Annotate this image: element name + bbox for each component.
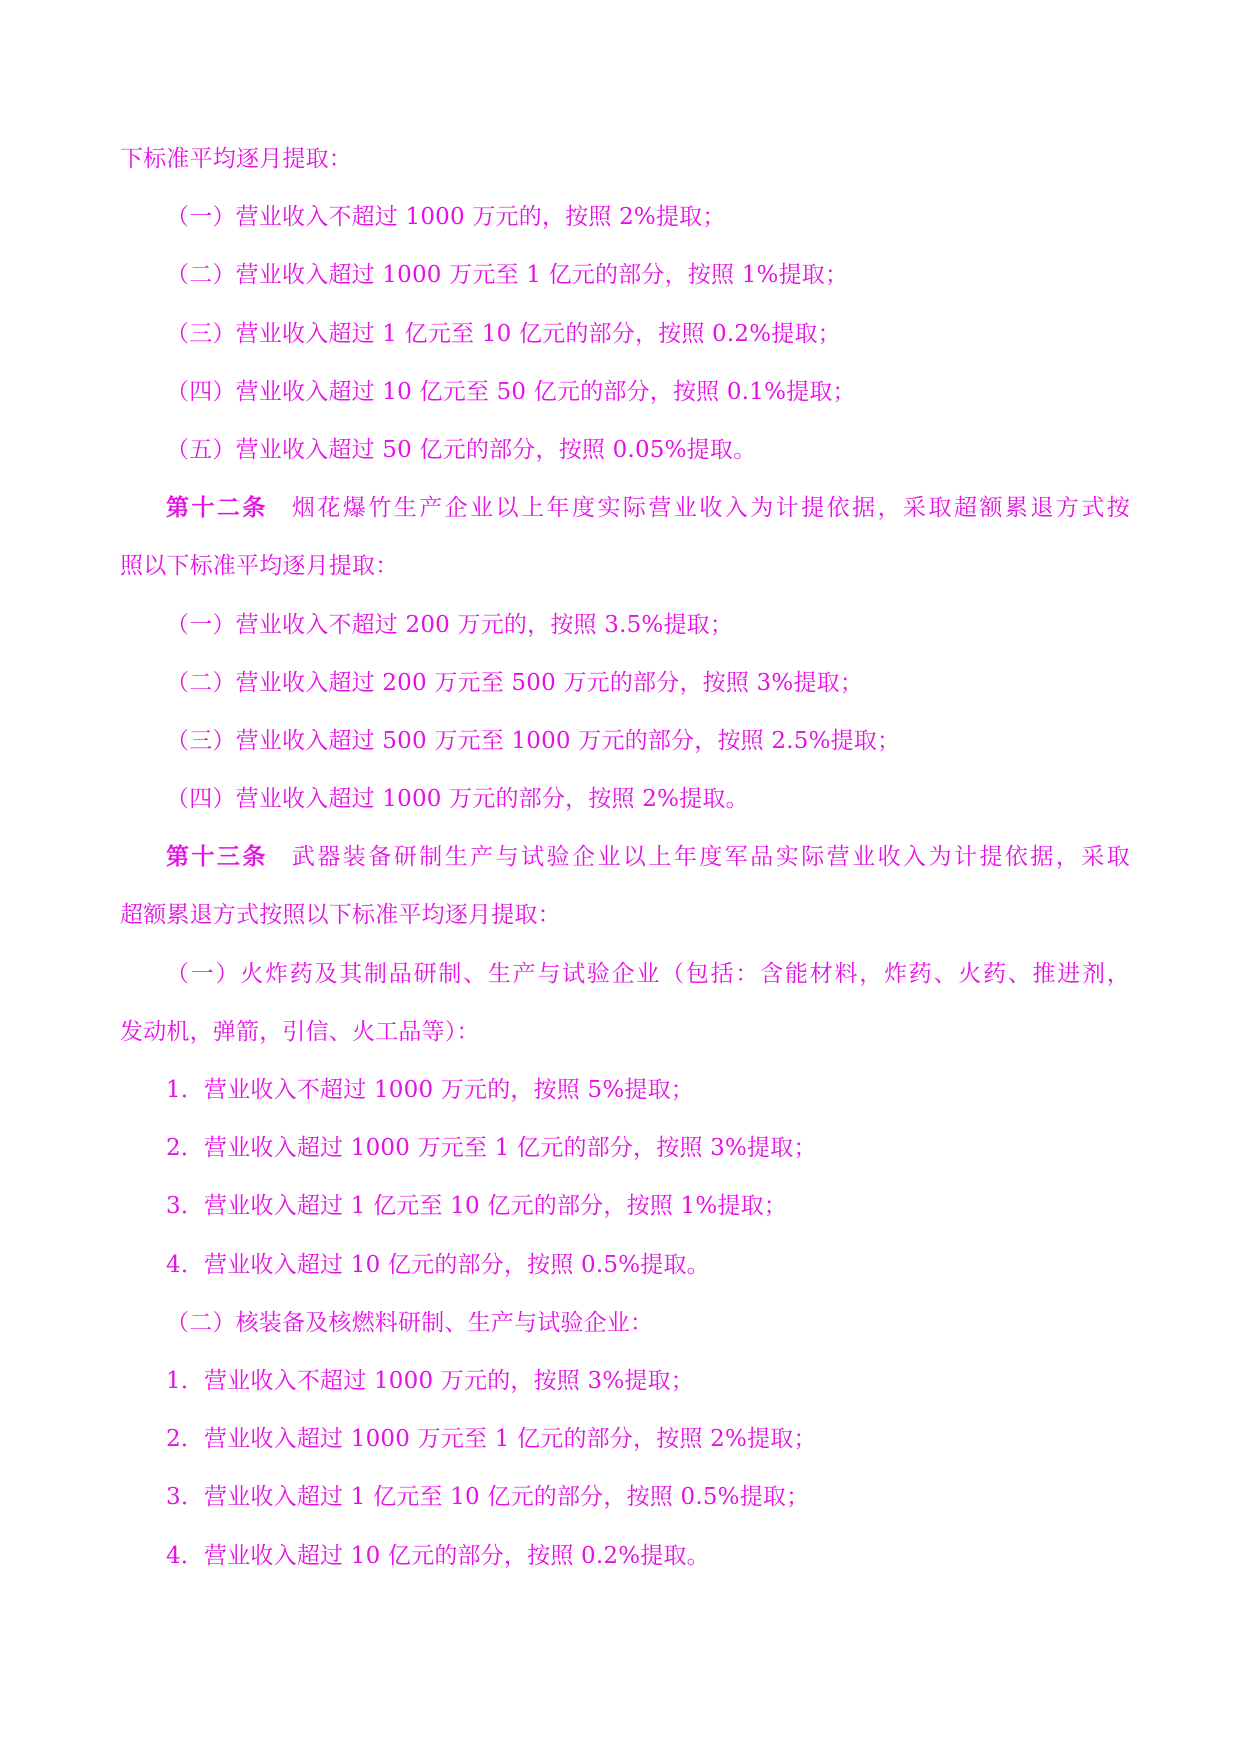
article-13-paragraph (120, 828, 1130, 886)
document-page (120, 130, 1130, 1585)
article-12-text: 烟花爆竹生产企业以上年度实际营业收入为计提依据，采取超额累退方式按 (291, 495, 1130, 522)
list-item: 4．营业收入超过 10 亿元的部分，按照 0.2%提取。 (166, 1542, 710, 1569)
list-item: 3．营业收入超过 1 亿元至 10 亿元的部分，按照 0.5%提取； (166, 1484, 810, 1511)
list-item: （一）火炸药及其制品研制、生产与试验企业（包括：含能材料，炸药、火药、推进剂， (166, 960, 1130, 987)
list-item: （四）营业收入超过 10 亿元至 50 亿元的部分，按照 0.1%提取； (166, 378, 856, 405)
paragraph-line: 发动机，弹箭，引信、火工品等）： (120, 1018, 480, 1045)
list-item: （四）营业收入超过 1000 万元的部分，按照 2%提取。 (166, 786, 749, 813)
paragraph-line: 超额累退方式按照以下标准平均逐月提取： (120, 902, 561, 929)
article-13-text: 武器装备研制生产与试验企业以上年度军品实际营业收入为计提依据，采取 (291, 844, 1130, 871)
list-item: （一）营业收入不超过 200 万元的，按照 3.5%提取； (166, 611, 734, 638)
article-13-heading: 第十三条 (166, 843, 268, 871)
list-item: （三）营业收入超过 500 万元至 1000 万元的部分，按照 2.5%提取； (166, 727, 901, 754)
article-12-heading: 第十二条 (166, 494, 268, 522)
list-item: 1．营业收入不超过 1000 万元的，按照 3%提取； (166, 1367, 694, 1394)
list-item: （二）核装备及核燃料研制、生产与试验企业： (166, 1309, 654, 1336)
list-item: 1．营业收入不超过 1000 万元的，按照 5%提取； (166, 1077, 694, 1103)
paragraph-line: 照以下标准平均逐月提取： (120, 553, 399, 580)
list-item: （二）营业收入超过 200 万元至 500 万元的部分，按照 3%提取； (166, 669, 864, 696)
list-item: 3．营业收入超过 1 亿元至 10 亿元的部分，按照 1%提取； (166, 1193, 787, 1220)
list-item: （二）营业收入超过 1000 万元至 1 亿元的部分，按照 1%提取； (166, 262, 849, 289)
list-item: （五）营业收入超过 50 亿元的部分，按照 0.05%提取。 (166, 436, 757, 463)
list-item: 4．营业收入超过 10 亿元的部分，按照 0.5%提取。 (166, 1251, 710, 1278)
list-item: （一）营业收入不超过 1000 万元的，按照 2%提取； (166, 204, 726, 231)
list-item: 2．营业收入超过 1000 万元至 1 亿元的部分，按照 3%提取； (166, 1135, 817, 1162)
article-12-paragraph (120, 479, 1130, 537)
list-item: 2．营业收入超过 1000 万元至 1 亿元的部分，按照 2%提取； (166, 1426, 817, 1453)
paragraph-line: 下标准平均逐月提取： (120, 146, 352, 172)
list-item: （三）营业收入超过 1 亿元至 10 亿元的部分，按照 0.2%提取； (166, 320, 841, 347)
